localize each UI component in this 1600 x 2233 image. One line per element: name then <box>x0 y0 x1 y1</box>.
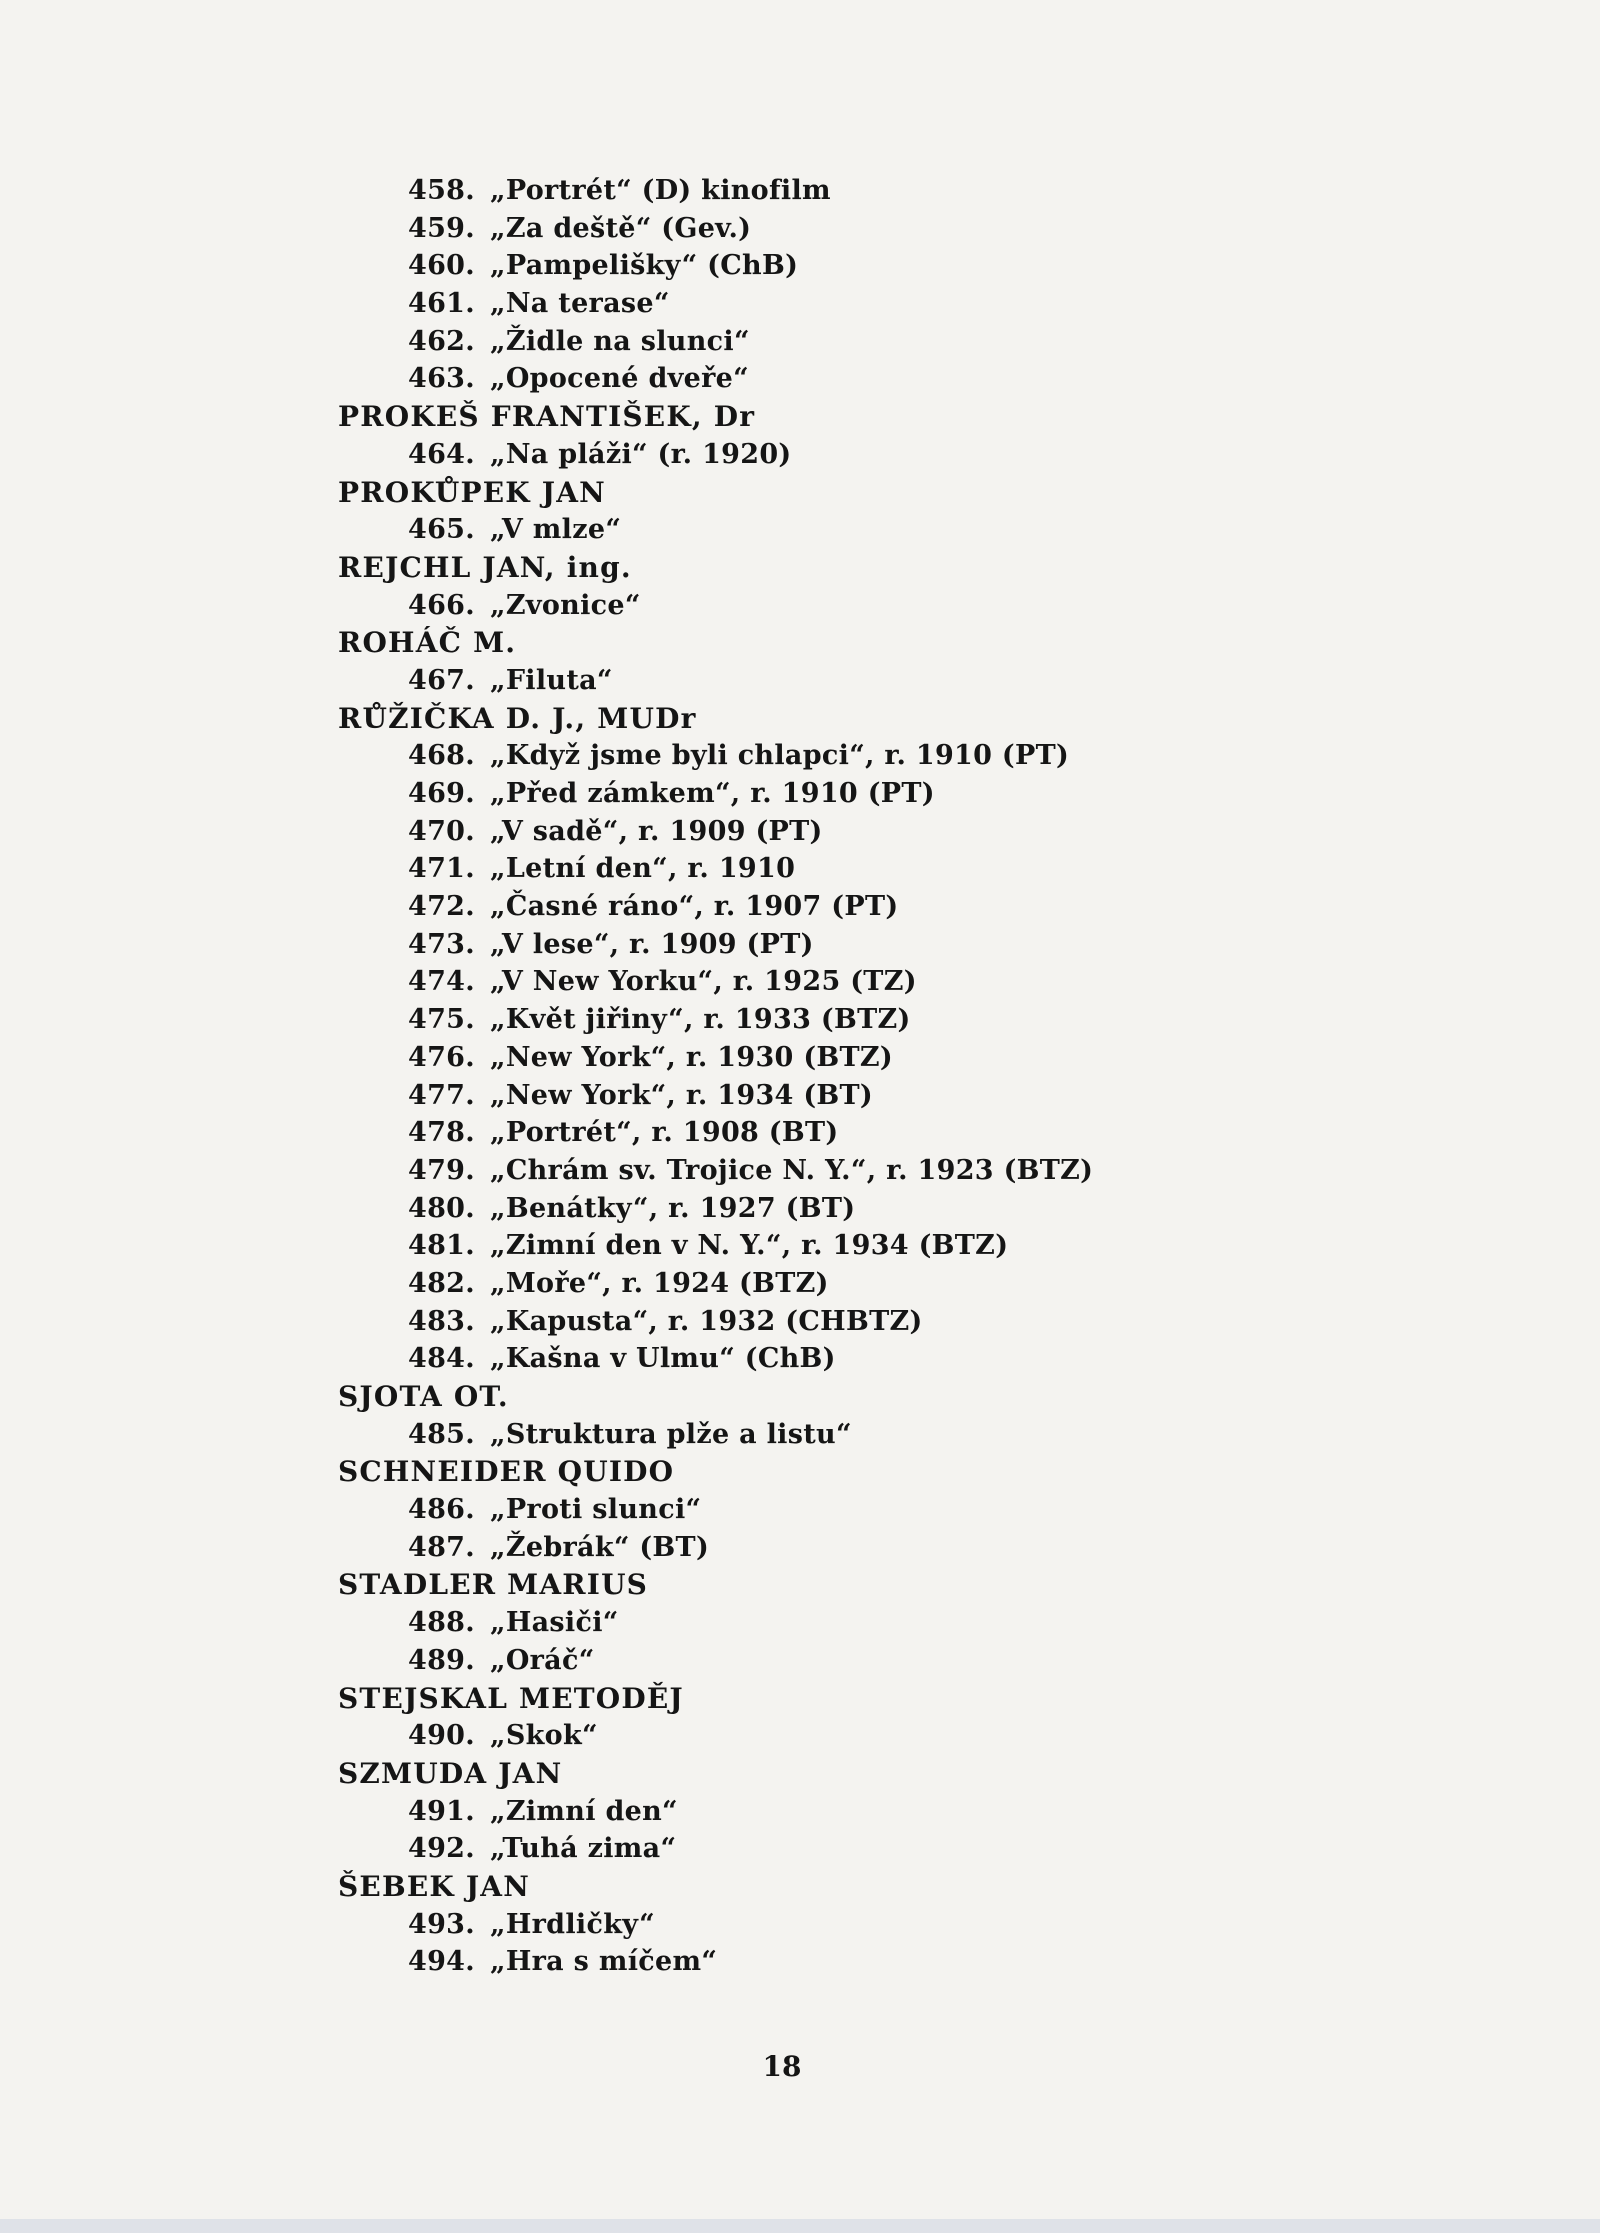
entry-number: 469. <box>408 778 475 809</box>
catalog-list <box>0 172 1600 1981</box>
entry-number: 460. <box>408 250 475 282</box>
entry-title: „Žebrák“ (BT) <box>490 1531 710 1563</box>
catalog-entry <box>0 285 1600 323</box>
entry-number: 492. <box>408 1833 475 1865</box>
entry-title: „Oráč“ <box>490 1644 595 1676</box>
catalog-entry <box>0 360 1600 398</box>
entry-title: „Portrét“ (D) kinofilm <box>490 175 831 206</box>
catalog-entry <box>0 323 1600 361</box>
catalog-entry <box>0 1906 1600 1944</box>
entry-number: 462. <box>408 325 475 357</box>
entry-title: „Květ jiřiny“, r. 1933 (BTZ) <box>490 1004 911 1036</box>
entry-number: 481. <box>408 1230 475 1262</box>
entry-title: „Kapusta“, r. 1932 (CHBTZ) <box>490 1305 923 1337</box>
entry-title: „Benátky“, r. 1927 (BT) <box>490 1192 856 1224</box>
catalog-entry <box>0 587 1600 625</box>
catalog-entry <box>0 1227 1600 1265</box>
entry-title: „V lese“, r. 1909 (PT) <box>490 928 814 960</box>
entry-number: 463. <box>408 363 475 395</box>
entry-title: „New York“, r. 1930 (BTZ) <box>490 1041 893 1073</box>
entry-number: 491. <box>408 1795 475 1827</box>
entry-number: 471. <box>408 853 475 885</box>
catalog-entry <box>0 1830 1600 1868</box>
scan-edge-strip <box>0 2219 1600 2233</box>
catalog-entry <box>0 1642 1600 1680</box>
entry-number: 479. <box>408 1154 475 1186</box>
catalog-entry <box>0 662 1600 700</box>
entry-number: 494. <box>408 1946 475 1978</box>
catalog-entry <box>0 1717 1600 1755</box>
entry-title: „Proti slunci“ <box>490 1494 702 1526</box>
catalog-entry <box>0 1943 1600 1981</box>
entry-number: 464. <box>408 438 475 470</box>
catalog-entry <box>0 1604 1600 1642</box>
entry-title: „Filuta“ <box>490 664 613 696</box>
catalog-entry <box>0 172 1600 210</box>
artist-heading: RŮŽIČKA D. J., MUDr <box>338 701 697 735</box>
artist-heading: STEJSKAL METODĚJ <box>338 1681 684 1715</box>
entry-title: „Hra s míčem“ <box>490 1946 718 1978</box>
catalog-entry <box>0 511 1600 549</box>
entry-title: „Opocené dveře“ <box>490 363 749 395</box>
catalog-entry <box>0 1303 1600 1341</box>
entry-number: 470. <box>408 815 475 847</box>
catalog-entry <box>0 1039 1600 1077</box>
catalog-entry <box>0 1114 1600 1152</box>
artist-heading: PROKEŠ FRANTIŠEK, Dr <box>338 400 756 434</box>
artist-heading: ROHÁČ M. <box>338 626 517 660</box>
catalog-entry <box>0 1001 1600 1039</box>
entry-number: 478. <box>408 1117 475 1149</box>
catalog-entry <box>0 1416 1600 1454</box>
entry-title: „Portrét“, r. 1908 (BT) <box>490 1117 839 1149</box>
entry-number: 466. <box>408 589 475 621</box>
entry-title: „V New Yorku“, r. 1925 (TZ) <box>490 966 917 998</box>
entry-number: 487. <box>408 1531 475 1563</box>
entry-number: 485. <box>408 1418 475 1450</box>
entry-number: 483. <box>408 1305 475 1337</box>
artist-heading: PROKŮPEK JAN <box>338 475 606 509</box>
entry-number: 459. <box>408 212 475 244</box>
entry-number: 473. <box>408 928 475 960</box>
entry-title: „Zimní den“ <box>490 1795 678 1827</box>
entry-number: 484. <box>408 1343 475 1375</box>
catalog-entry <box>0 247 1600 285</box>
entry-number: 480. <box>408 1192 475 1224</box>
catalog-entry <box>0 888 1600 926</box>
catalog-entry <box>0 1152 1600 1190</box>
entry-number: 474. <box>408 966 475 998</box>
entry-number: 489. <box>408 1644 475 1676</box>
entry-title: „Skok“ <box>490 1720 598 1752</box>
catalog-entry <box>0 775 1600 813</box>
artist-heading: ŠEBEK JAN <box>338 1869 531 1903</box>
entry-number: 458. <box>408 175 475 206</box>
artist-heading: SZMUDA JAN <box>338 1756 563 1790</box>
catalog-entry <box>0 1491 1600 1529</box>
entry-number: 475. <box>408 1004 475 1036</box>
entry-title: „Na pláži“ (r. 1920) <box>490 438 792 470</box>
entry-title: „Za deště“ (Gev.) <box>490 212 752 244</box>
entry-number: 465. <box>408 514 475 546</box>
catalog-entry <box>0 210 1600 248</box>
catalog-entry <box>0 1793 1600 1831</box>
entry-number: 477. <box>408 1079 475 1111</box>
catalog-entry <box>0 813 1600 851</box>
entry-number: 468. <box>408 740 475 772</box>
entry-number: 490. <box>408 1720 475 1752</box>
catalog-entry <box>0 1529 1600 1567</box>
entry-title: „Letní den“, r. 1910 <box>490 853 796 885</box>
entry-title: „Židle na slunci“ <box>490 325 750 357</box>
catalog-entry <box>0 1190 1600 1228</box>
artist-heading: SJOTA OT. <box>338 1380 509 1413</box>
entry-title: „Tuhá zima“ <box>490 1833 677 1865</box>
catalog-entry <box>0 963 1600 1001</box>
entry-title: „V mlze“ <box>490 514 622 546</box>
catalog-entry <box>0 850 1600 888</box>
entry-number: 476. <box>408 1041 475 1073</box>
entry-title: „Když jsme byli chlapci“, r. 1910 (PT) <box>490 740 1070 772</box>
entry-number: 467. <box>408 664 475 696</box>
entry-title: „Kašna v Ulmu“ (ChB) <box>490 1343 836 1375</box>
page-number: 18 <box>762 2050 802 2083</box>
entry-title: „Časné ráno“, r. 1907 (PT) <box>490 891 899 923</box>
catalog-entry <box>0 1340 1600 1378</box>
entry-number: 482. <box>408 1267 475 1299</box>
entry-title: „Zvonice“ <box>490 589 641 621</box>
catalog-entry <box>0 737 1600 775</box>
entry-number: 461. <box>408 288 475 320</box>
entry-title: „Pampelišky“ (ChB) <box>490 250 799 282</box>
entry-title: „Moře“, r. 1924 (BTZ) <box>490 1267 829 1299</box>
catalog-entry <box>0 926 1600 964</box>
catalog-entry <box>0 1077 1600 1115</box>
entry-title: „Struktura plže a listu“ <box>490 1418 852 1450</box>
entry-number: 493. <box>408 1908 475 1940</box>
entry-title: „Hasiči“ <box>490 1607 619 1639</box>
entry-number: 486. <box>408 1494 475 1526</box>
entry-title: „Chrám sv. Trojice N. Y.“, r. 1923 (BTZ) <box>490 1154 1094 1186</box>
entry-title: „Na terase“ <box>490 288 670 320</box>
entry-title: „Zimní den v N. Y.“, r. 1934 (BTZ) <box>490 1230 1009 1262</box>
entry-title: „Před zámkem“, r. 1910 (PT) <box>490 778 935 809</box>
artist-heading: SCHNEIDER QUIDO <box>338 1455 675 1489</box>
catalog-entry <box>0 436 1600 474</box>
catalog-entry <box>0 1265 1600 1303</box>
entry-number: 488. <box>408 1607 475 1639</box>
entry-title: „V sadě“, r. 1909 (PT) <box>490 815 823 847</box>
artist-heading: STADLER MARIUS <box>338 1568 649 1602</box>
entry-number: 472. <box>408 891 475 923</box>
entry-title: „New York“, r. 1934 (BT) <box>490 1079 873 1111</box>
entry-title: „Hrdličky“ <box>490 1908 656 1940</box>
artist-heading: REJCHL JAN, ing. <box>338 550 632 584</box>
